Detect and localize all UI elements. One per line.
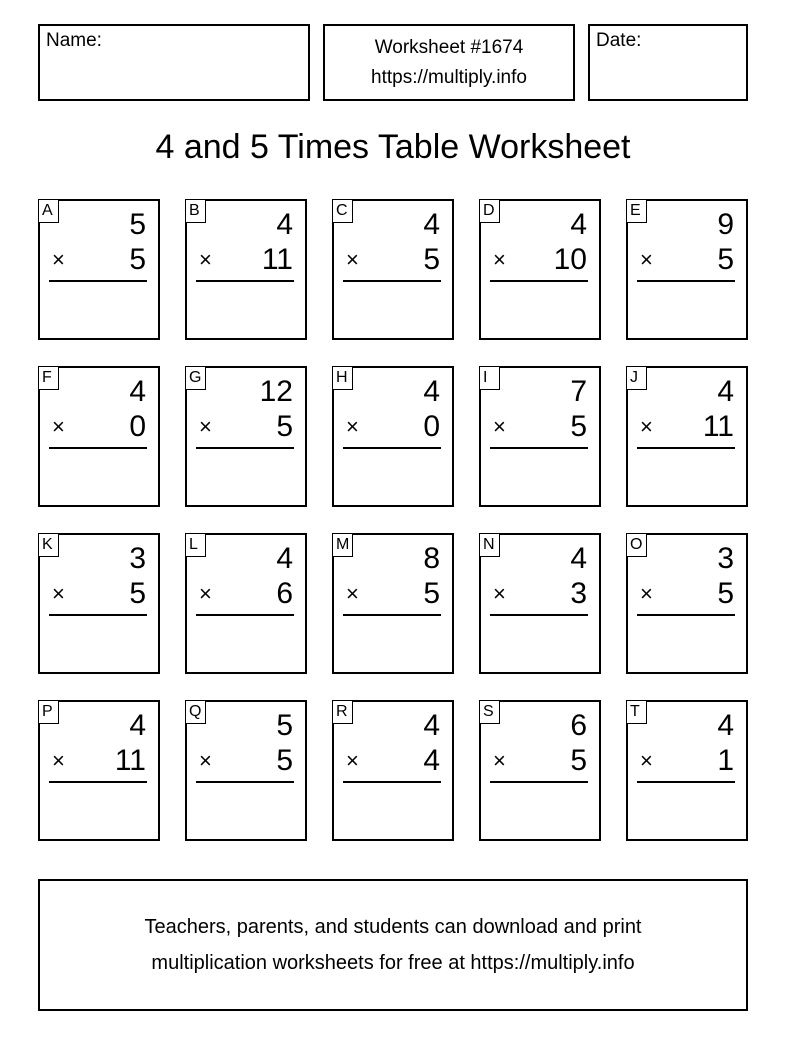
- answer-rule: [343, 280, 441, 282]
- multiplicand: 4: [423, 208, 440, 241]
- problem-card: [38, 199, 160, 340]
- multiplier: 5: [570, 410, 587, 443]
- page-title: 4 and 5 Times Table Worksheet: [155, 128, 631, 166]
- times-sign: ×: [493, 581, 506, 606]
- problem-letter: O: [626, 533, 647, 557]
- worksheet-number: Worksheet #1674: [374, 37, 524, 58]
- answer-rule: [343, 614, 441, 616]
- problem-letter: K: [38, 533, 59, 557]
- answer-rule: [196, 447, 294, 449]
- answer-rule: [343, 447, 441, 449]
- multiplier: 1: [717, 744, 734, 777]
- times-sign: ×: [640, 581, 653, 606]
- problem-card: [626, 700, 748, 841]
- multiplicand: 6: [570, 709, 587, 742]
- multiplicand: 4: [717, 375, 734, 408]
- multiplicand: 5: [276, 709, 293, 742]
- multiplier: 5: [717, 577, 734, 610]
- problem-card: [38, 366, 160, 507]
- answer-rule: [196, 781, 294, 783]
- multiplicand: 3: [717, 542, 734, 575]
- problem-card: [626, 199, 748, 340]
- multiplier: 5: [129, 577, 146, 610]
- times-sign: ×: [52, 414, 65, 439]
- footer-line-2: multiplication worksheets for free at https://multiply.info: [151, 952, 635, 974]
- multiplicand: 12: [259, 375, 293, 408]
- answer-rule: [490, 614, 588, 616]
- problem-card: [479, 700, 601, 841]
- multiplier: 11: [114, 744, 146, 777]
- problem-letter: Q: [185, 700, 206, 724]
- problem-letter: P: [38, 700, 59, 724]
- problem-letter: N: [479, 533, 500, 557]
- multiplier: 11: [261, 243, 293, 276]
- multiplicand: 5: [129, 208, 146, 241]
- problem-card: [332, 700, 454, 841]
- problem-letter: R: [332, 700, 353, 724]
- times-sign: ×: [493, 748, 506, 773]
- problem-letter: H: [332, 366, 353, 390]
- problem-card: [38, 700, 160, 841]
- times-sign: ×: [52, 748, 65, 773]
- multiplier: 5: [423, 577, 440, 610]
- problem-letter: C: [332, 199, 353, 223]
- times-sign: ×: [52, 247, 65, 272]
- times-sign: ×: [640, 414, 653, 439]
- problem-card: [185, 533, 307, 674]
- times-sign: ×: [346, 581, 359, 606]
- multiplicand: 4: [129, 375, 146, 408]
- multiplicand: 4: [276, 208, 293, 241]
- problem-card: [332, 533, 454, 674]
- date-label: Date:: [596, 30, 642, 51]
- problem-letter: E: [626, 199, 647, 223]
- multiplier: 0: [129, 410, 146, 443]
- times-sign: ×: [346, 414, 359, 439]
- multiplier: 5: [717, 243, 734, 276]
- problem-letter: B: [185, 199, 206, 223]
- times-sign: ×: [199, 414, 212, 439]
- multiplier: 5: [276, 744, 293, 777]
- problem-letter: I: [479, 366, 500, 390]
- times-sign: ×: [346, 748, 359, 773]
- answer-rule: [490, 447, 588, 449]
- multiplier: 5: [129, 243, 146, 276]
- multiplier: 5: [570, 744, 587, 777]
- multiplier: 5: [276, 410, 293, 443]
- answer-rule: [49, 614, 147, 616]
- times-sign: ×: [640, 247, 653, 272]
- problem-letter: L: [185, 533, 206, 557]
- footer-box: [38, 879, 748, 1011]
- problem-letter: M: [332, 533, 353, 557]
- answer-rule: [637, 614, 735, 616]
- name-label: Name:: [46, 30, 102, 51]
- answer-rule: [637, 280, 735, 282]
- problem-card: [332, 199, 454, 340]
- problem-letter: S: [479, 700, 500, 724]
- times-sign: ×: [52, 581, 65, 606]
- multiplicand: 8: [423, 542, 440, 575]
- answer-rule: [490, 280, 588, 282]
- multiplier: 4: [423, 744, 440, 777]
- times-sign: ×: [493, 247, 506, 272]
- answer-rule: [196, 280, 294, 282]
- multiplier: 5: [423, 243, 440, 276]
- multiplicand: 4: [717, 709, 734, 742]
- answer-rule: [490, 781, 588, 783]
- answer-rule: [637, 447, 735, 449]
- problem-letter: J: [626, 366, 647, 390]
- problem-card: [332, 366, 454, 507]
- multiplier: 3: [570, 577, 587, 610]
- multiplicand: 4: [570, 542, 587, 575]
- times-sign: ×: [199, 748, 212, 773]
- multiplicand: 4: [129, 709, 146, 742]
- answer-rule: [49, 781, 147, 783]
- problem-card: [185, 700, 307, 841]
- multiplicand: 9: [717, 208, 734, 241]
- answer-rule: [196, 614, 294, 616]
- multiplier: 0: [423, 410, 440, 443]
- problem-letter: F: [38, 366, 59, 390]
- multiplicand: 3: [129, 542, 146, 575]
- answer-rule: [49, 280, 147, 282]
- problem-card: [626, 533, 748, 674]
- problem-card: [479, 366, 601, 507]
- multiplicand: 4: [423, 375, 440, 408]
- problem-card: [479, 533, 601, 674]
- answer-rule: [637, 781, 735, 783]
- problem-card: [479, 199, 601, 340]
- multiplicand: 4: [570, 208, 587, 241]
- problem-letter: A: [38, 199, 59, 223]
- answer-rule: [343, 781, 441, 783]
- problem-letter: T: [626, 700, 647, 724]
- times-sign: ×: [199, 247, 212, 272]
- answer-rule: [49, 447, 147, 449]
- multiplier: 10: [553, 243, 587, 276]
- problem-card: [185, 366, 307, 507]
- multiplicand: 4: [423, 709, 440, 742]
- multiplier: 6: [276, 577, 293, 610]
- footer-line-1: Teachers, parents, and students can download and print: [144, 916, 642, 938]
- multiplicand: 4: [276, 542, 293, 575]
- times-sign: ×: [493, 414, 506, 439]
- times-sign: ×: [640, 748, 653, 773]
- problem-letter: D: [479, 199, 500, 223]
- times-sign: ×: [199, 581, 212, 606]
- problem-letter: G: [185, 366, 206, 390]
- multiplicand: 7: [570, 375, 587, 408]
- multiplier: 11: [702, 410, 734, 443]
- worksheet-url: https://multiply.info: [371, 67, 527, 88]
- problem-card: [185, 199, 307, 340]
- problem-card: [626, 366, 748, 507]
- times-sign: ×: [346, 247, 359, 272]
- problem-card: [38, 533, 160, 674]
